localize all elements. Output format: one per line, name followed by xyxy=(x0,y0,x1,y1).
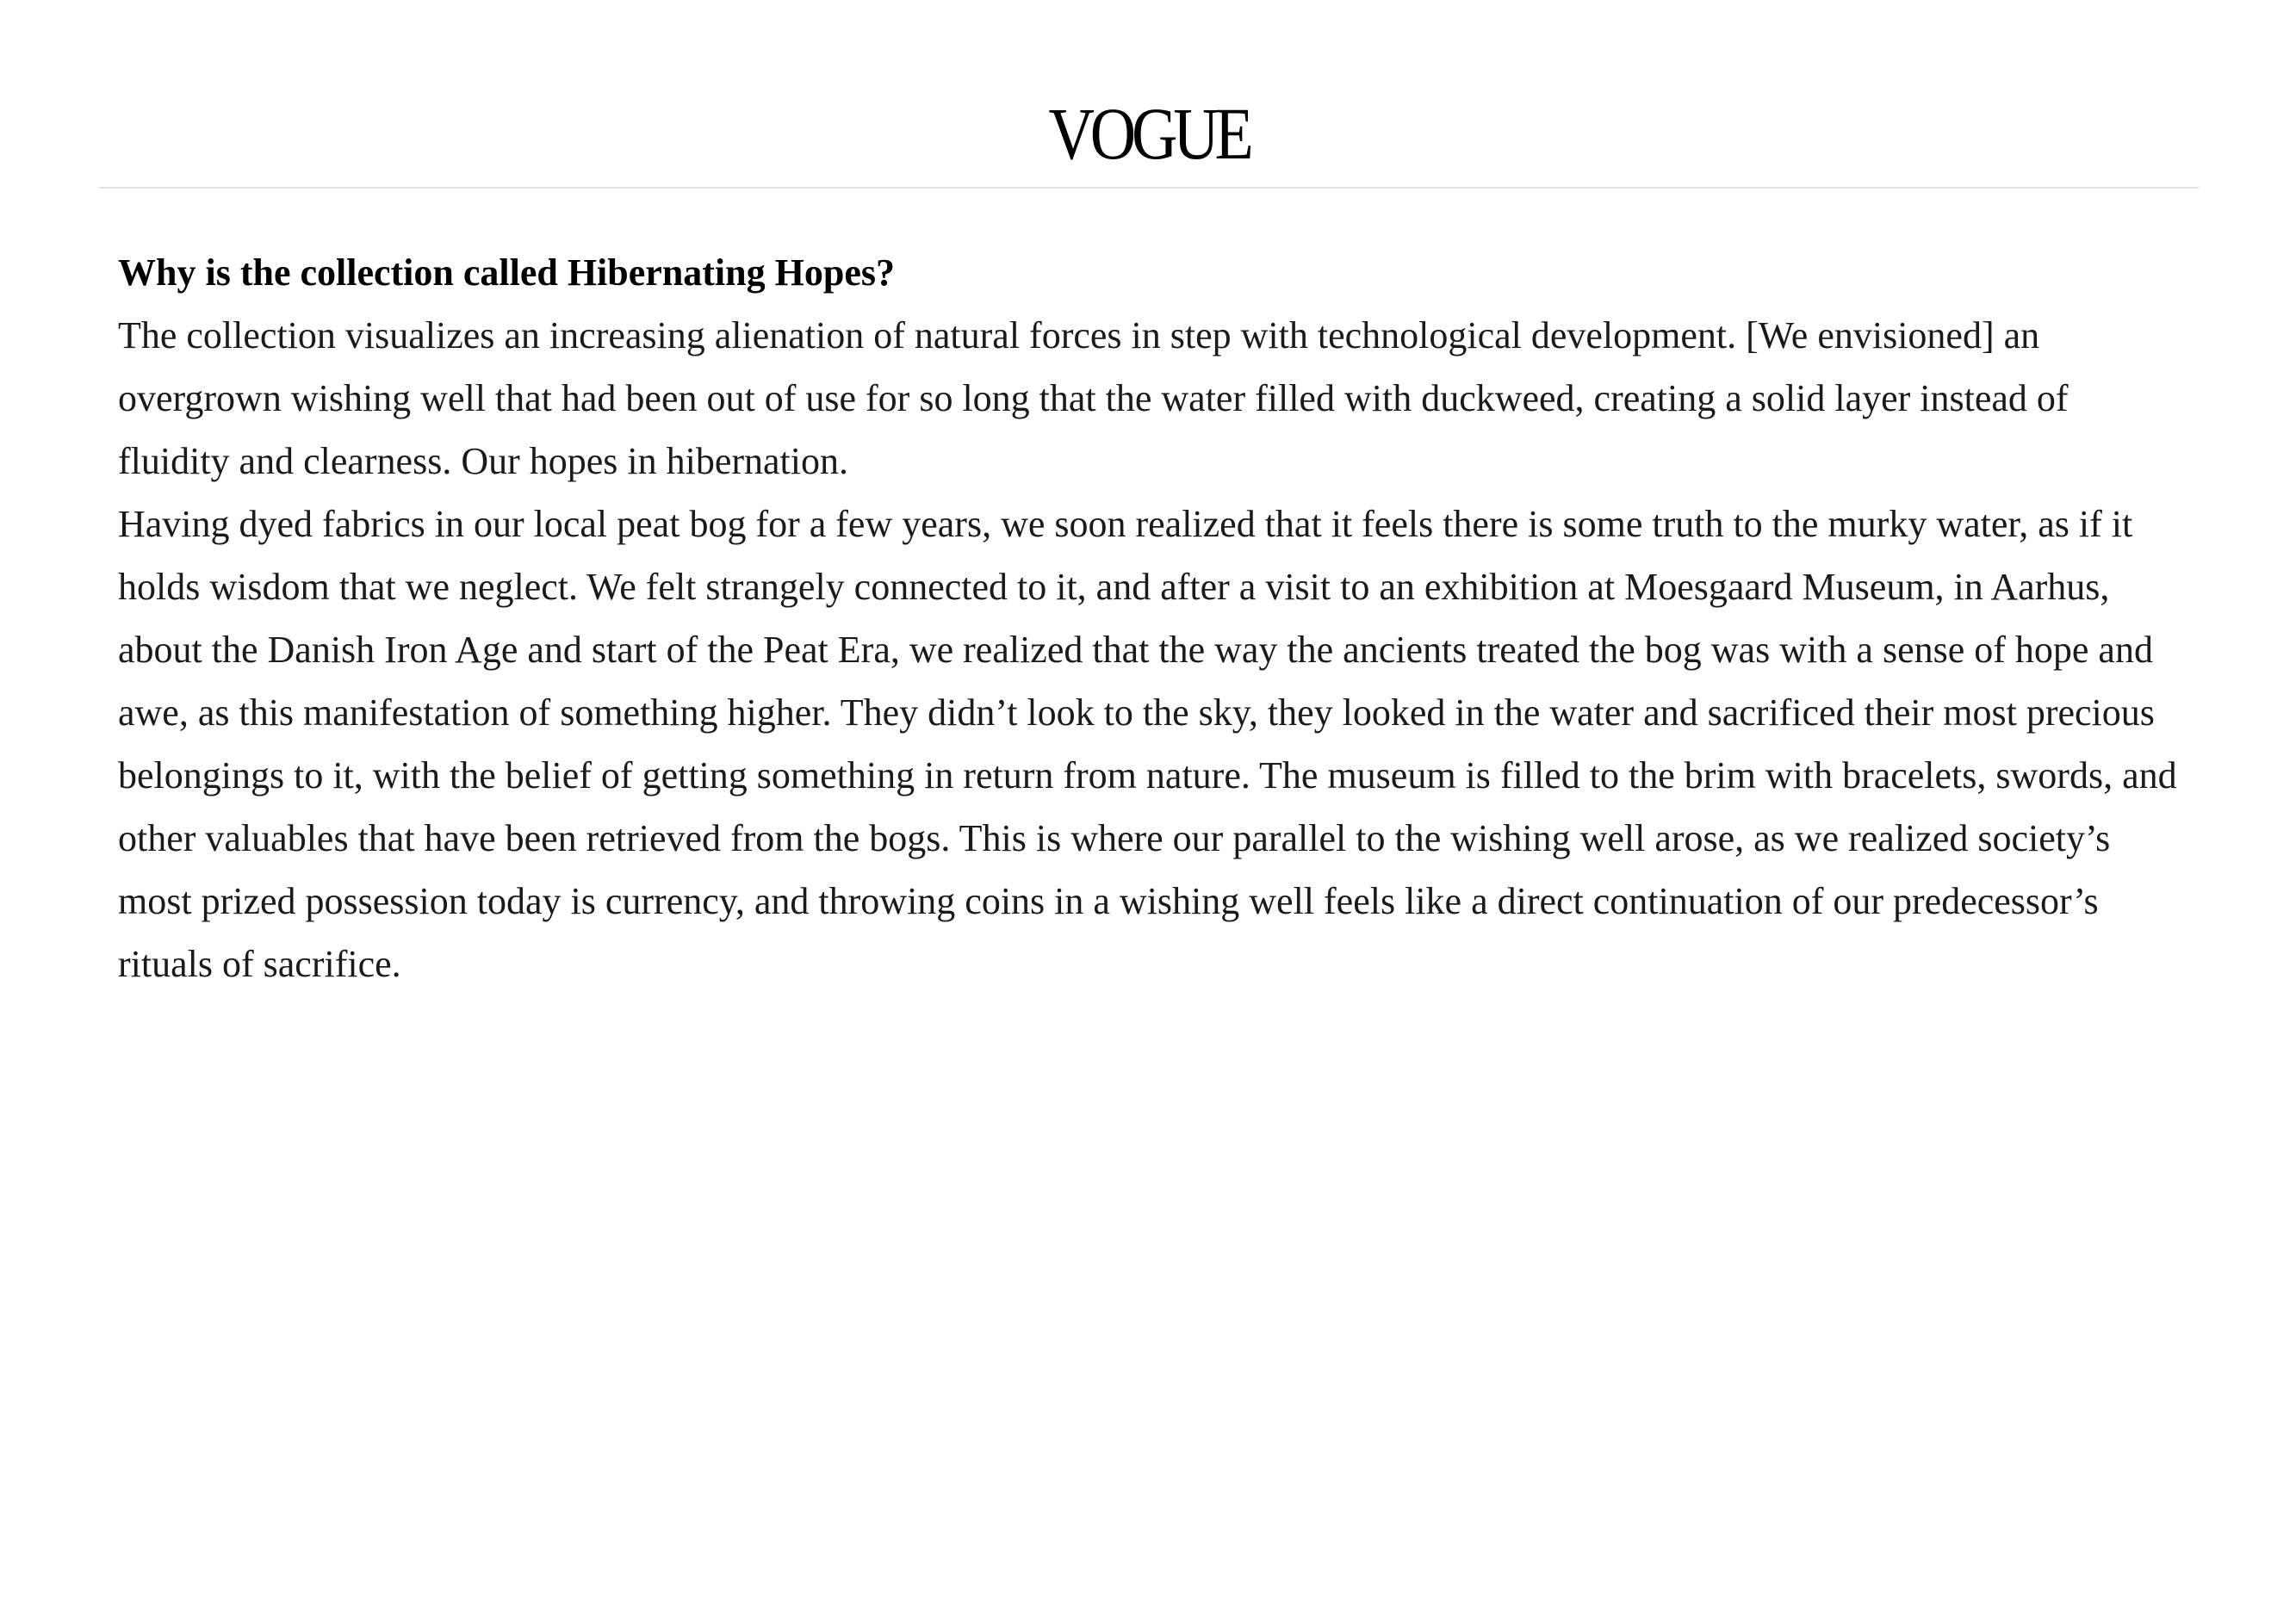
qa-section xyxy=(118,241,2181,493)
masthead xyxy=(99,0,2199,189)
vogue-logo[interactable]: VOGUE xyxy=(1048,92,1250,175)
article-body xyxy=(118,241,2181,995)
answer-paragraph-2: Having dyed fabrics in our local peat bog for a few years, we soon realized that it feels there is some truth to the murky water, as if it holds wisdom that we neglect. We felt strangely connected to it, and after a visit to an exhibition at Moesgaard Museum, in Aarhus, about the Danish Iron Age and start of the Peat Era, we realized that the way the ancients treated the bog was with a sense of hope and awe, as this manifestation of something higher. They didn’t look to the sky, they looked in the water and sacrificed their most precious belongings to it, with the belief of getting something in return from nature. The museum is filled to the brim with bracelets, swords, and other valuables that have been retrieved from the bogs. This is where our parallel to the wishing well arose, as we realized society’s most prized possession today is currency, and throwing coins in a wishing well feels like a direct continuation of our predecessor’s rituals of sacrifice. xyxy=(118,503,2177,985)
answer-paragraph-1: The collection visualizes an increasing alienation of natural forces in step with technological development. [We envisioned] an overgrown wishing well that had been out of use for so long that the water filled with duckweed, creating a solid layer instead of fluidity and clearness. Our hopes in hibernation. xyxy=(118,314,2069,482)
interview-question: Why is the collection called Hibernating Hopes? xyxy=(118,251,895,294)
